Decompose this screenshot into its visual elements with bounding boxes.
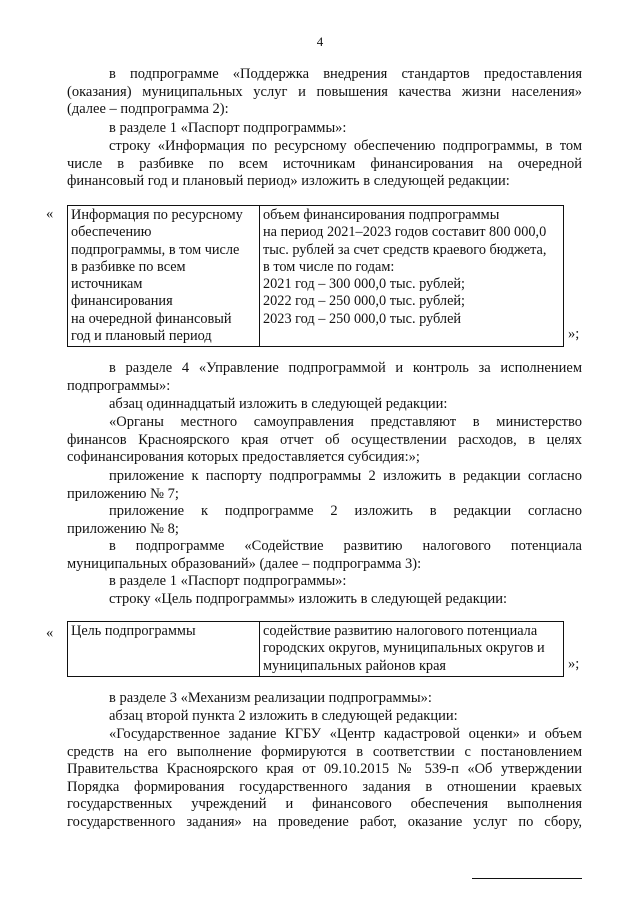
paragraph-state-task — [67, 726, 582, 831]
text-line: строку «Цель подпрограммы» изложить в следующей редакции: — [109, 591, 508, 607]
table-cell-label — [68, 622, 260, 677]
table-row — [68, 622, 564, 677]
cell-line: финансирования — [71, 293, 173, 310]
text-line: муниципальных образований» (далее – подпрограмма 3): — [67, 555, 422, 572]
text-line: в разделе 4 «Управление подпрограммой и контроль за исполнением — [109, 360, 582, 376]
paragraph-goal-row — [67, 591, 582, 609]
cell-line: год и плановый период — [71, 328, 212, 345]
text-line: «Органы местного самоуправления представляют в министерство — [109, 414, 582, 430]
quote-open: « — [46, 206, 54, 222]
text-line: приложению № 8; — [67, 520, 179, 537]
text-line: средств на его выполнение формируются в соответствии с постановлением — [67, 743, 582, 760]
footer-rule — [472, 878, 582, 879]
cell-line: городских округов, муниципальных округов и — [263, 640, 545, 657]
paragraph-section-4 — [67, 360, 582, 395]
text-line: «Государственное задание КГБУ «Центр кадастровой оценки» и объем — [109, 726, 582, 742]
paragraph-section-3 — [67, 690, 582, 708]
paragraph-section-1 — [67, 120, 582, 138]
quote-close: »; — [568, 326, 580, 342]
text-line: Правительства Красноярского края от 09.10.2015 № 539-п «Об утверждении — [67, 761, 582, 777]
text-line: подпрограммы»: — [67, 377, 171, 394]
paragraph-resource-row — [67, 138, 582, 191]
text-line: в разделе 1 «Паспорт подпрограммы»: — [109, 120, 347, 136]
goal-table — [67, 621, 564, 677]
cell-line: в том числе по годам: — [263, 258, 395, 275]
text-line: в подпрограмме «Поддержка внедрения стандартов предоставления — [109, 66, 582, 82]
table-cell-value — [260, 622, 564, 677]
page-number: 4 — [316, 34, 324, 49]
resource-table — [67, 205, 564, 347]
text-line: (далее – подпрограмма 2): — [67, 101, 229, 117]
cell-line: обеспечению — [71, 224, 152, 241]
paragraph-abzac-2 — [67, 708, 582, 726]
paragraph-appendix-7 — [67, 468, 582, 503]
paragraph-section-1-b — [67, 573, 582, 591]
paragraph-abzac-11 — [67, 396, 582, 414]
text-line: приложению № 7; — [67, 485, 179, 502]
text-line: в разделе 1 «Паспорт подпрограммы»: — [109, 573, 347, 589]
text-line: приложение к подпрограмме 2 изложить в редакции согласно — [109, 503, 582, 519]
cell-line: Информация по ресурсному — [71, 207, 243, 223]
cell-line: на очередной финансовый — [71, 310, 232, 327]
text-line: в разделе 3 «Механизм реализации подпрограммы»: — [109, 690, 432, 706]
cell-line: источникам — [71, 276, 143, 293]
text-line: финансов Красноярского края отчет об осуществлении расходов, в целях — [67, 431, 582, 448]
cell-line: на период 2021–2023 годов составит 800 000,0 — [263, 224, 547, 241]
text-line: абзац второй пункта 2 изложить в следующей редакции: — [109, 708, 458, 724]
table-cell-label — [68, 206, 260, 347]
text-line: в подпрограмме «Содействие развитию налогового потенциала — [109, 538, 582, 554]
cell-line: 2023 год – 250 000,0 тыс. рублей — [263, 310, 462, 327]
text-line: приложение к паспорту подпрограммы 2 изложить в редакции согласно — [109, 468, 582, 484]
text-line: Порядка формирования государственного задания в отношении краевых — [67, 778, 582, 795]
cell-line: тыс. рублей за счет средств краевого бюджета, — [263, 241, 547, 258]
cell-line: муниципальных районов края — [263, 657, 446, 674]
cell-line: содействие развитию налогового потенциала — [263, 623, 538, 639]
text-line: софинансирования которых предоставляется субсидия:»; — [67, 449, 420, 465]
quote-open: « — [46, 625, 54, 641]
quote-close: »; — [568, 656, 580, 672]
text-line: государственных учреждений и финансового обеспечения выполнения — [67, 796, 582, 812]
text-line: абзац одиннадцатый изложить в следующей редакции: — [109, 396, 448, 412]
cell-line: 2021 год – 300 000,0 тыс. рублей; — [263, 276, 466, 293]
text-line: строку «Информация по ресурсному обеспечению подпрограммы, в том — [109, 138, 582, 154]
cell-line: 2022 год – 250 000,0 тыс. рублей; — [263, 293, 466, 310]
text-line: числе в разбивке по всем источникам финансирования на очередной — [67, 155, 582, 172]
cell-line: подпрограммы, в том числе — [71, 241, 240, 258]
cell-line: Цель подпрограммы — [71, 623, 196, 639]
paragraph-subprogram-3-intro — [67, 538, 582, 573]
paragraph-organs-quote — [67, 414, 582, 467]
paragraph-appendix-8 — [67, 503, 582, 538]
table-row — [68, 206, 564, 347]
cell-line: в разбивке по всем — [71, 258, 186, 275]
text-line: финансовый год и плановый период» изложить в следующей редакции: — [67, 173, 510, 189]
cell-line: объем финансирования подпрограммы — [263, 207, 500, 223]
text-line: государственного задания» на проведение работ, оказание услуг по сбору, — [67, 813, 582, 830]
text-line: (оказания) муниципальных услуг и повышения качества жизни населения» — [67, 83, 582, 100]
paragraph-subprogram-2-intro — [67, 66, 582, 119]
table-cell-value — [260, 206, 564, 347]
